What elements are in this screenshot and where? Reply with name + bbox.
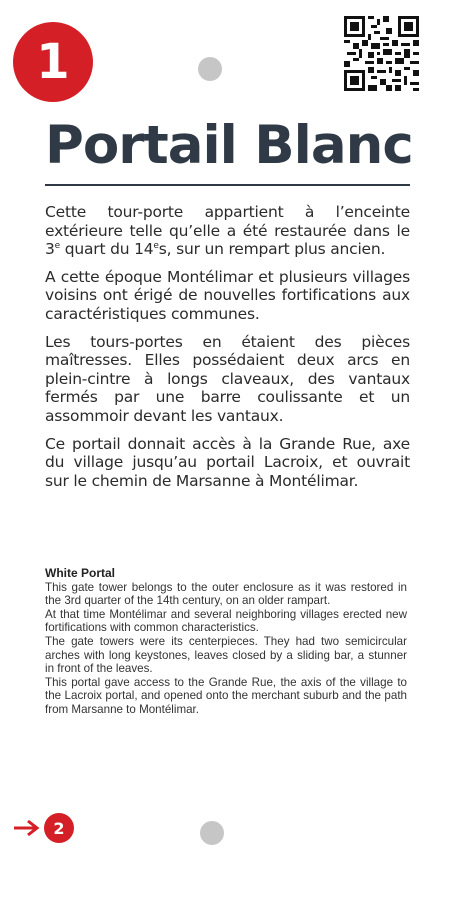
french-paragraph: A cette époque Montélimar et plusieurs villages voisins ont érigé de nouvelles fortifications aux caractéristiques communes. bbox=[45, 267, 410, 323]
station-number: 1 bbox=[36, 34, 70, 90]
english-paragraph: The gate towers were its centerpieces. They had two semicircular arches with long keystones, leaves closed by a sliding bar, a stunner in front of the leaves. bbox=[45, 634, 407, 676]
french-paragraph: Les tours-portes en étaient des pièces maîtresses. Elles possédaient deux arcs en plein-cintre à longs claveaux, des vantaux fermés par une barre coulissante et un assommoir devant les vantaux. bbox=[45, 332, 410, 425]
english-paragraph: This gate tower belongs to the outer enclosure as it was restored in the 3rd quarter of the 14th century, on an older rampart. bbox=[45, 580, 407, 608]
next-station-link[interactable] bbox=[12, 814, 74, 842]
page-title: Portail Blanc bbox=[45, 115, 413, 176]
arrow-right-icon bbox=[12, 818, 42, 838]
mounting-hole-top bbox=[198, 57, 222, 81]
qr-code-icon[interactable] bbox=[344, 16, 419, 91]
english-paragraph: This portal gave access to the Grande Rue, the axis of the village to the Lacroix portal, and opened onto the merchant suburb and the path from Marsanne to Montélimar. bbox=[45, 675, 407, 716]
english-paragraph: At that time Montélimar and several neighboring villages erected new fortifications with common characteristics. bbox=[45, 607, 407, 635]
mounting-hole-bottom bbox=[200, 821, 224, 845]
title-divider bbox=[45, 184, 410, 186]
next-station-number: 2 bbox=[53, 818, 65, 838]
next-station-badge[interactable] bbox=[44, 813, 74, 843]
french-paragraph: Cette tour-porte appartient à l’enceinte extérieure telle qu’elle a été restaurée dans le 3e quart du 14es, sur un rempart plus ancien. bbox=[45, 203, 410, 259]
station-number-badge bbox=[13, 22, 93, 102]
english-description bbox=[45, 567, 407, 717]
french-paragraph: Ce portail donnait accès à la Grande Rue, axe du village jusqu’au portail Lacroix, et ouvrait sur le chemin de Marsanne à Montélimar. bbox=[45, 434, 410, 490]
french-description bbox=[45, 203, 410, 499]
english-title: White Portal bbox=[45, 566, 116, 580]
